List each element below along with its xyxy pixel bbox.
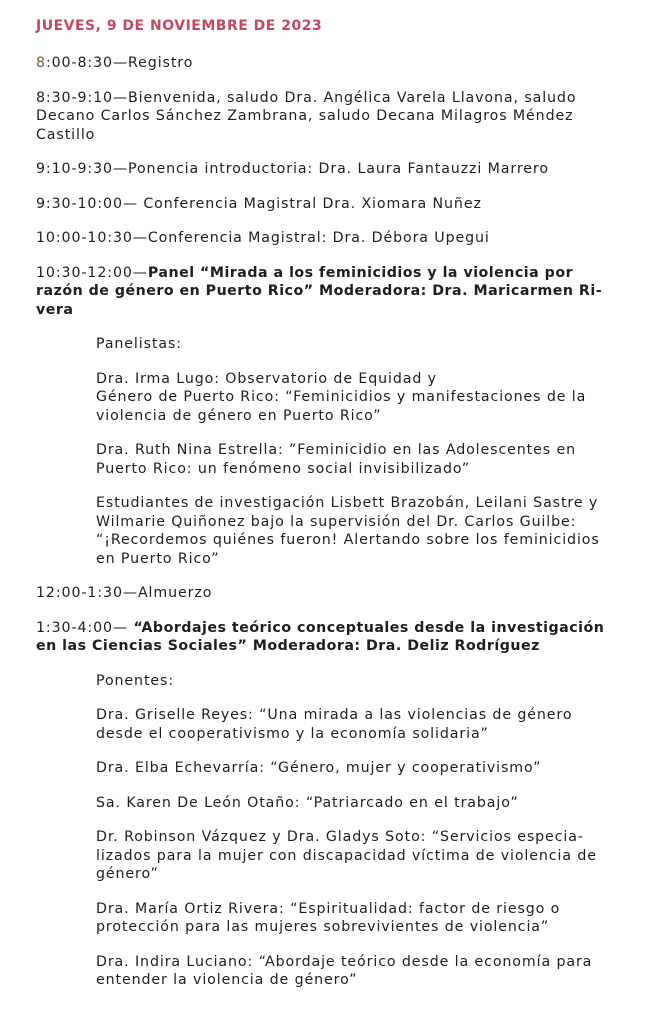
- entry-line: Dra. Indira Luciano: “Abordaje teórico desde la economía para: [96, 953, 593, 970]
- panel-title-line: razón de género en Puerto Rico” Moderadora: Dra. Maricarmen Ri-: [36, 283, 603, 299]
- entry-line: Dra. Elba Echevarría: “Género, mujer y cooperativismo”: [96, 760, 542, 776]
- session-title-line: “Abordajes teórico conceptuales desde la investigación: [133, 619, 605, 636]
- speaker-entry: [96, 759, 622, 778]
- entry-line: Dra. Ruth Nina Estrella: ”Feminicidio en las Adolescentes en: [96, 442, 576, 458]
- panelists-label: Panelistas:: [96, 336, 182, 352]
- schedule-item-conferencia-1: 9:30-10:00— Conferencia Magistral Dra. Xiomara Nuñez: [36, 195, 482, 212]
- schedule-item-conferencia-2: 10:00-10:30—Conferencia Magistral: Dra. Débora Upegui: [36, 230, 490, 246]
- session-title-line: en las Ciencias Sociales” Moderadora: Dra. Deliz Rodríguez: [36, 638, 540, 654]
- schedule-item-almuerzo: 12:00-1:30—Almuerzo: [36, 585, 213, 601]
- schedule-line: Decano Carlos Sánchez Zambrana, saludo Decana Milagros Méndez: [36, 108, 574, 124]
- entry-line: Dra. Griselle Reyes: “Una mirada a las violencias de género: [96, 707, 573, 723]
- schedule-item-panel: [36, 264, 622, 320]
- panel-title-line: vera: [36, 301, 74, 318]
- panel-time: 10:30-12:00—: [36, 264, 148, 281]
- panelist-entry: [96, 494, 622, 568]
- entry-line: violencia de género en Puerto Rico”: [96, 407, 382, 424]
- entry-line: entender la violencia de género”: [96, 972, 358, 988]
- entry-line: en Puerto Rico”: [96, 550, 220, 567]
- entry-line: Sa. Karen De León Otaño: “Patriarcado en el trabajo”: [96, 794, 519, 811]
- entry-line: Estudiantes de investigación Lisbett Brazobán, Leilani Sastre y: [96, 495, 599, 511]
- time-first-digit: 8: [36, 55, 46, 71]
- session-time: 1:30-4:00—: [36, 619, 134, 636]
- entry-line: Género de Puerto Rico: “Feminicidios y manifestaciones de la: [96, 389, 587, 405]
- panelist-entry: [96, 370, 622, 426]
- schedule-item-text: :00-8:30—Registro: [45, 55, 194, 71]
- entry-line: Dr. Robinson Vázquez y Dra. Gladys Soto: “Servicios especia-: [96, 829, 584, 845]
- panel-title-line: Panel “Mirada a los feminicidios y la violencia por: [147, 264, 574, 281]
- entry-line: lizados para la mujer con discapacidad víctima de violencia de: [96, 847, 597, 864]
- speaker-entry: [96, 900, 622, 937]
- entry-line: Dra. Irma Lugo: Observatorio de Equidad y: [96, 370, 437, 387]
- panelist-entry: [96, 441, 622, 478]
- entry-line: protección para las mujeres sobrevivientes de violencia”: [96, 919, 550, 935]
- schedule-line: Castillo: [36, 126, 96, 143]
- entry-line: “¡Recordemos quiénes fueron! Alertando sobre los feminicidios: [96, 532, 600, 548]
- schedule-item-registro: [36, 54, 622, 73]
- schedule-line: 8:30-9:10—Bienvenida, saludo Dra. Angélica Varela Llavona, saludo: [36, 89, 577, 106]
- speaker-entry: [96, 953, 622, 990]
- date-heading: JUEVES, 9 DE NOVIEMBRE DE 2023: [36, 18, 323, 34]
- entry-line: género”: [96, 866, 159, 882]
- speaker-entry: [96, 706, 622, 743]
- schedule-item-bienvenida: [36, 89, 622, 145]
- entry-line: Wilmarie Quiñonez bajo la supervisión del Dr. Carlos Guilbe:: [96, 513, 577, 530]
- entry-line: Dra. María Ortiz Rivera: “Espiritualidad: factor de riesgo o: [96, 900, 561, 917]
- entry-line: Puerto Rico: un fenómeno social invisibilizado”: [96, 460, 471, 477]
- schedule-item-session-2: [36, 619, 622, 656]
- speakers-label: Ponentes:: [96, 672, 175, 689]
- schedule-item-ponencia: 9:10-9:30—Ponencia introductoria: Dra. Laura Fantauzzi Marrero: [36, 161, 549, 177]
- schedule: [36, 54, 622, 1006]
- entry-line: desde el cooperativismo y la economía solidaria”: [96, 725, 489, 742]
- speaker-entry: [96, 828, 622, 884]
- speaker-entry: [96, 794, 622, 813]
